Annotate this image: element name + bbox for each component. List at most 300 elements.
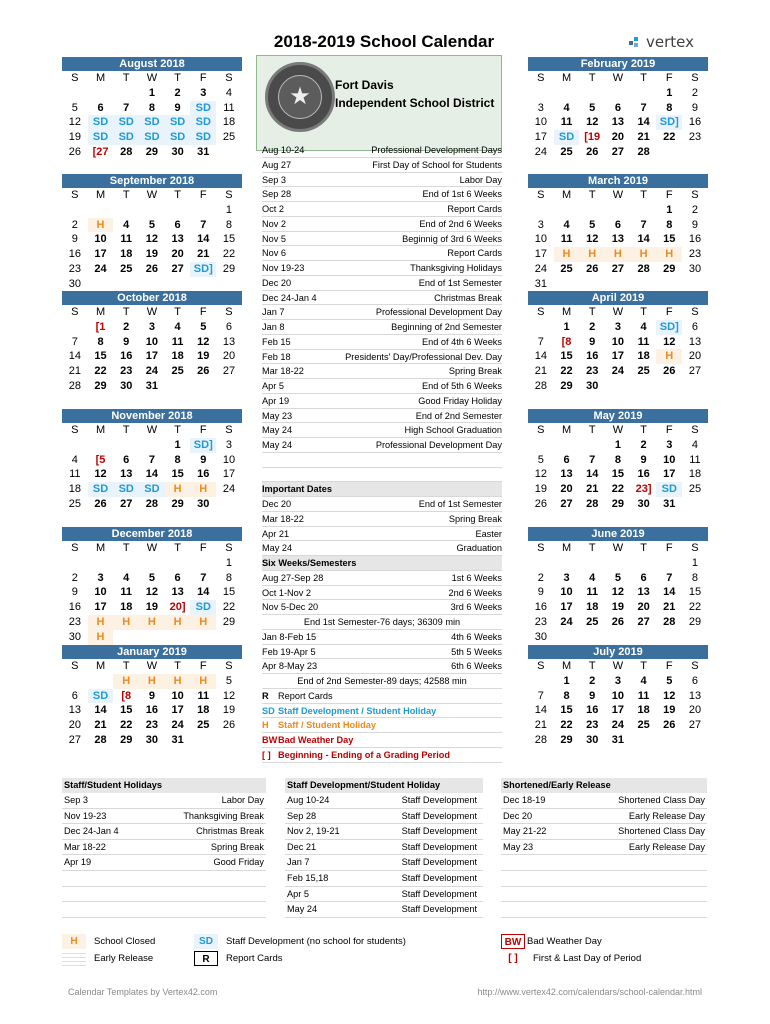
weekday-header: T bbox=[588, 424, 596, 436]
day-cell: 17 bbox=[663, 468, 676, 481]
day-cell: 9 bbox=[640, 453, 647, 466]
day-cell: 27 bbox=[688, 719, 702, 732]
month-block bbox=[62, 527, 242, 645]
key-early-text: Early Release bbox=[94, 953, 154, 965]
day-cell: 9 bbox=[589, 689, 596, 702]
weekday-header: M bbox=[561, 306, 572, 318]
day-cell: 2 bbox=[123, 320, 130, 333]
day-cell: 29 bbox=[222, 615, 236, 628]
day-cell: 20 bbox=[68, 719, 81, 732]
table-text: Shortened Class Day bbox=[618, 795, 705, 805]
table-row bbox=[285, 793, 483, 809]
day-cell: 11 bbox=[689, 453, 701, 466]
table-row bbox=[62, 809, 266, 825]
day-cell: 22 bbox=[222, 248, 236, 261]
event-text: Report Cards bbox=[447, 248, 502, 259]
day-cell: 16 bbox=[197, 468, 210, 481]
month-grid bbox=[62, 71, 242, 160]
day-cell: 3 bbox=[97, 571, 104, 584]
table-heading: Shortened/Early Release bbox=[501, 778, 707, 793]
day-cell: 23 bbox=[68, 262, 81, 275]
day-cell bbox=[139, 203, 165, 218]
table-row bbox=[501, 840, 707, 856]
day-cell: 29 bbox=[663, 262, 676, 275]
day-cell: 1 bbox=[174, 438, 181, 451]
day-cell: [1 bbox=[95, 320, 106, 333]
weekday-header: T bbox=[640, 660, 647, 672]
table-date: Dec 20 bbox=[503, 810, 533, 821]
day-cell: 23 bbox=[586, 365, 599, 378]
day-cell bbox=[165, 556, 191, 571]
event-row bbox=[262, 143, 502, 158]
day-cell: 1 bbox=[614, 438, 621, 451]
event-date: Feb 18 bbox=[262, 351, 291, 362]
day-cell: 14 bbox=[68, 350, 81, 363]
legend-row bbox=[262, 748, 502, 763]
weekday-header: T bbox=[122, 72, 130, 84]
weekday-header: S bbox=[225, 72, 233, 84]
day-cell: SD] bbox=[656, 115, 682, 130]
event-text: Graduation bbox=[456, 543, 502, 554]
footer-right[interactable]: http://www.vertex42.com/calendars/school-calendar.html bbox=[477, 987, 702, 997]
weekday-header: F bbox=[665, 424, 673, 436]
day-cell: 14 bbox=[534, 704, 547, 717]
table-row bbox=[285, 824, 483, 840]
day-cell: 30 bbox=[688, 262, 702, 275]
day-cell: 22 bbox=[560, 365, 573, 378]
key-r-text: Report Cards bbox=[226, 953, 283, 965]
day-cell: 5 bbox=[537, 453, 544, 466]
weekday-header: T bbox=[588, 72, 596, 84]
day-cell: 26 bbox=[94, 497, 107, 510]
footer-left: Calendar Templates by Vertex42.com bbox=[68, 987, 218, 997]
event-date: Dec 20 bbox=[262, 277, 292, 288]
table-row bbox=[62, 855, 266, 871]
day-cell: 18 bbox=[222, 116, 236, 129]
day-cell: 10 bbox=[534, 116, 547, 129]
day-cell: 16 bbox=[145, 704, 159, 717]
weekday-header: M bbox=[561, 542, 572, 554]
day-cell: 13 bbox=[171, 586, 184, 599]
day-cell: SD bbox=[88, 130, 114, 145]
day-cell: 9 bbox=[589, 335, 596, 348]
day-cell: 10 bbox=[611, 689, 625, 702]
month-header: July 2019 bbox=[528, 645, 708, 659]
day-cell bbox=[554, 277, 580, 292]
day-cell: 6 bbox=[691, 320, 699, 333]
weekday-header: T bbox=[174, 542, 181, 554]
blank-row bbox=[262, 468, 502, 483]
day-cell bbox=[605, 277, 631, 292]
weekday-header: W bbox=[612, 306, 624, 318]
day-cell: [27 bbox=[92, 145, 109, 158]
day-cell bbox=[139, 630, 165, 645]
month-grid bbox=[62, 305, 242, 394]
day-cell: 6 bbox=[174, 571, 181, 584]
day-cell: 25 bbox=[222, 131, 236, 144]
table-date: May 23 bbox=[503, 841, 534, 852]
day-cell: 26 bbox=[663, 365, 676, 378]
event-text: 1st 6 Weeks bbox=[451, 572, 502, 583]
day-cell bbox=[579, 630, 605, 645]
day-cell: 1 bbox=[225, 556, 233, 569]
month-header: April 2019 bbox=[528, 291, 708, 305]
day-cell: 29 bbox=[145, 145, 159, 158]
important-dates-heading-text: Important Dates bbox=[262, 484, 332, 495]
day-cell: 20 bbox=[560, 483, 573, 496]
key-grading-period bbox=[501, 951, 641, 967]
day-cell bbox=[631, 86, 657, 101]
weekday-header: S bbox=[691, 660, 699, 672]
day-cell: 16 bbox=[688, 233, 702, 246]
day-cell: 5 bbox=[614, 571, 621, 584]
day-cell bbox=[579, 203, 605, 218]
month-grid bbox=[528, 71, 708, 160]
day-cell: 9 bbox=[691, 218, 699, 231]
day-cell: 9 bbox=[537, 586, 544, 599]
day-cell: 4 bbox=[71, 453, 78, 466]
month-grid bbox=[62, 423, 242, 512]
event-row bbox=[262, 630, 502, 645]
day-cell bbox=[139, 277, 165, 292]
day-cell: 10 bbox=[145, 335, 159, 348]
weekday-header: T bbox=[122, 542, 130, 554]
day-cell: 4 bbox=[174, 320, 181, 333]
weekday-header: W bbox=[146, 306, 158, 318]
event-date: Aug 27 bbox=[262, 159, 292, 170]
event-date: Oct 2 bbox=[262, 204, 284, 214]
day-cell: 16 bbox=[586, 704, 599, 717]
weekday-header: W bbox=[146, 189, 158, 201]
day-cell: 2 bbox=[71, 218, 78, 231]
weekday-header: S bbox=[691, 424, 699, 436]
legend-text: Beginning - Ending of a Grading Period bbox=[278, 749, 451, 760]
day-cell: SD bbox=[656, 482, 682, 497]
day-cell: 10 bbox=[611, 335, 625, 348]
day-cell: 5 bbox=[589, 101, 596, 114]
weekday-header: S bbox=[537, 542, 545, 554]
event-date: Nov 6 bbox=[262, 248, 287, 259]
day-cell: 8 bbox=[666, 218, 673, 231]
day-cell bbox=[165, 379, 191, 394]
day-cell: 8 bbox=[614, 453, 621, 466]
day-cell: 25 bbox=[586, 615, 599, 628]
weekday-header: T bbox=[640, 306, 647, 318]
day-cell: 13 bbox=[171, 233, 184, 246]
day-cell: SD bbox=[190, 101, 216, 116]
staff-holidays-table bbox=[62, 778, 266, 918]
day-cell: 10 bbox=[663, 453, 676, 466]
day-cell: 26 bbox=[222, 719, 236, 732]
table-text: Staff Development bbox=[401, 826, 477, 837]
day-cell: 6 bbox=[174, 218, 181, 231]
day-cell: 28 bbox=[663, 615, 676, 628]
day-cell: SD bbox=[190, 115, 216, 130]
day-cell: 12 bbox=[663, 335, 676, 348]
day-cell: 12 bbox=[534, 468, 547, 481]
day-cell: 29 bbox=[222, 262, 236, 275]
month-block bbox=[528, 57, 708, 160]
day-cell: 31 bbox=[611, 733, 625, 746]
day-cell: 14 bbox=[197, 233, 210, 246]
day-cell: SD] bbox=[656, 320, 682, 335]
event-date: Aug 27-Sep 28 bbox=[262, 572, 324, 583]
month-grid bbox=[62, 659, 242, 748]
day-cell: 2 bbox=[589, 320, 596, 333]
table-row bbox=[285, 840, 483, 856]
day-cell: 6 bbox=[691, 674, 699, 687]
table-text: Staff Development bbox=[401, 904, 477, 915]
day-cell: 11 bbox=[171, 335, 184, 348]
event-date: Oct 1-Nov 2 bbox=[262, 587, 312, 598]
day-cell bbox=[62, 438, 88, 453]
legend-row bbox=[262, 689, 502, 704]
weekday-header: T bbox=[640, 189, 647, 201]
day-cell: 2 bbox=[640, 438, 647, 451]
event-row bbox=[262, 600, 502, 615]
table-row bbox=[285, 871, 483, 887]
day-cell: 6 bbox=[614, 218, 621, 231]
day-cell: 12 bbox=[68, 116, 81, 129]
weekday-header: W bbox=[146, 660, 158, 672]
day-cell: 22 bbox=[688, 601, 702, 614]
day-cell bbox=[528, 203, 554, 218]
day-cell bbox=[682, 630, 708, 645]
day-cell: H bbox=[190, 615, 216, 630]
day-cell: 7 bbox=[71, 335, 78, 348]
day-cell: 27 bbox=[120, 497, 133, 510]
legend-code: BW bbox=[262, 735, 278, 745]
day-cell: 14 bbox=[637, 233, 650, 246]
day-cell: 6 bbox=[614, 101, 621, 114]
event-row bbox=[262, 409, 502, 424]
weekday-header: F bbox=[665, 542, 673, 554]
day-cell: 22 bbox=[222, 601, 236, 614]
day-cell: 3 bbox=[614, 674, 621, 687]
day-cell: 4 bbox=[640, 320, 647, 333]
day-cell: 18 bbox=[197, 704, 210, 717]
day-cell bbox=[62, 86, 88, 101]
day-cell bbox=[631, 277, 657, 292]
day-cell: SD bbox=[554, 130, 580, 145]
table-text: Staff Development bbox=[401, 872, 477, 883]
district-seal bbox=[265, 62, 335, 132]
weekday-header: S bbox=[71, 72, 79, 84]
day-cell bbox=[528, 556, 554, 571]
day-cell: 7 bbox=[200, 218, 207, 231]
day-cell: SD bbox=[139, 482, 165, 497]
day-cell: 11 bbox=[120, 233, 133, 246]
day-cell bbox=[631, 733, 657, 748]
vertex-logo bbox=[628, 33, 708, 53]
day-cell: 12 bbox=[197, 335, 210, 348]
day-cell: 24 bbox=[611, 365, 625, 378]
day-cell: 23 bbox=[68, 615, 81, 628]
weekday-header: M bbox=[95, 542, 106, 554]
month-block bbox=[62, 174, 242, 292]
day-cell: 4 bbox=[691, 438, 699, 451]
day-cell bbox=[656, 630, 682, 645]
month-header: January 2019 bbox=[62, 645, 242, 659]
day-cell bbox=[682, 733, 708, 748]
event-text: Spring Break bbox=[448, 513, 502, 524]
event-date: May 23 bbox=[262, 410, 293, 421]
weekday-header: S bbox=[225, 660, 233, 672]
day-cell: 17 bbox=[94, 601, 107, 614]
day-cell: 4 bbox=[123, 571, 130, 584]
day-cell: 8 bbox=[148, 101, 155, 114]
day-cell: 11 bbox=[560, 116, 573, 129]
day-cell: H bbox=[165, 674, 191, 689]
day-cell: 15 bbox=[94, 350, 107, 363]
day-cell: 24 bbox=[145, 365, 159, 378]
month-header: December 2018 bbox=[62, 527, 242, 541]
day-cell bbox=[216, 630, 242, 645]
weekday-header: T bbox=[122, 424, 130, 436]
month-header: February 2019 bbox=[528, 57, 708, 71]
day-cell: 30 bbox=[534, 630, 547, 643]
weekday-header: S bbox=[225, 542, 233, 554]
day-cell bbox=[88, 674, 114, 689]
day-cell: 19 bbox=[611, 601, 625, 614]
day-cell: 16 bbox=[534, 601, 547, 614]
table-row bbox=[285, 809, 483, 825]
day-cell bbox=[682, 379, 708, 394]
day-cell: 8 bbox=[666, 101, 673, 114]
weekday-header: S bbox=[537, 660, 545, 672]
weekday-header: T bbox=[588, 660, 596, 672]
weekday-header: S bbox=[537, 72, 545, 84]
table-date: Dec 21 bbox=[287, 841, 317, 852]
day-cell: 10 bbox=[94, 233, 107, 246]
day-cell: 6 bbox=[225, 320, 233, 333]
day-cell: 15 bbox=[560, 704, 573, 717]
day-cell: SD bbox=[113, 482, 139, 497]
day-cell bbox=[554, 630, 580, 645]
day-cell: 3 bbox=[537, 218, 544, 231]
event-row bbox=[262, 305, 502, 320]
day-cell bbox=[528, 674, 554, 689]
weekday-header: S bbox=[691, 189, 699, 201]
key-staff-development bbox=[194, 934, 406, 950]
day-cell bbox=[62, 674, 88, 689]
weekday-header: T bbox=[640, 542, 647, 554]
month-grid bbox=[528, 659, 708, 748]
event-row bbox=[262, 541, 502, 556]
day-cell bbox=[605, 86, 631, 101]
day-cell: 7 bbox=[200, 571, 207, 584]
weekday-header: W bbox=[612, 542, 624, 554]
weekday-header: S bbox=[691, 542, 699, 554]
day-cell: 17 bbox=[94, 248, 107, 261]
event-text: End of 5th 6 Weeks bbox=[421, 381, 502, 391]
day-cell bbox=[605, 630, 631, 645]
day-cell: 21 bbox=[663, 601, 676, 614]
day-cell: 5 bbox=[589, 218, 596, 231]
event-row bbox=[262, 645, 502, 660]
key-bw-box: BW bbox=[501, 934, 525, 949]
event-text: 5th 5 Weeks bbox=[451, 646, 502, 657]
day-cell: 7 bbox=[123, 101, 130, 114]
event-row bbox=[262, 364, 502, 379]
event-date: May 24 bbox=[262, 543, 293, 554]
day-cell: 29 bbox=[120, 733, 133, 746]
weekday-header: M bbox=[95, 424, 106, 436]
event-date: Aug 10-24 bbox=[262, 145, 305, 155]
event-date: Dec 24-Jan 4 bbox=[262, 292, 317, 303]
day-cell bbox=[216, 145, 242, 160]
table-date: Apr 19 bbox=[64, 857, 92, 868]
day-cell: 5 bbox=[71, 101, 78, 114]
day-cell: 1 bbox=[666, 203, 673, 216]
day-cell: 5 bbox=[148, 218, 155, 231]
key-legend bbox=[62, 932, 712, 968]
day-cell: 1 bbox=[563, 674, 570, 687]
weekday-header: F bbox=[665, 306, 673, 318]
event-date: Nov 2 bbox=[262, 218, 287, 229]
legend-text: Bad Weather Day bbox=[278, 735, 354, 745]
day-cell bbox=[88, 438, 114, 453]
day-cell: SD bbox=[139, 115, 165, 130]
weekday-header: M bbox=[561, 660, 572, 672]
day-cell: H bbox=[88, 615, 114, 630]
month-block bbox=[528, 174, 708, 292]
weekday-header: S bbox=[71, 660, 79, 672]
day-cell: 2 bbox=[174, 86, 181, 99]
event-row bbox=[262, 261, 502, 276]
day-cell: [5 bbox=[95, 453, 106, 466]
table-text: Spring Break bbox=[210, 841, 264, 852]
weekday-header: T bbox=[174, 306, 181, 318]
table-text: Staff Development bbox=[401, 795, 477, 805]
day-cell: 1 bbox=[148, 86, 155, 99]
weekday-header: F bbox=[665, 72, 673, 84]
day-cell: 17 bbox=[145, 350, 159, 363]
day-cell: H bbox=[631, 247, 657, 262]
table-date: Apr 5 bbox=[287, 888, 309, 899]
day-cell: 31 bbox=[145, 379, 159, 392]
day-cell: 21 bbox=[94, 719, 107, 732]
day-cell: 25 bbox=[120, 262, 133, 275]
day-cell: 14 bbox=[145, 468, 159, 481]
day-cell: 12 bbox=[586, 233, 599, 246]
day-cell: 29 bbox=[611, 497, 625, 510]
day-cell bbox=[579, 277, 605, 292]
day-cell: 23 bbox=[145, 719, 159, 732]
weekday-header: S bbox=[225, 424, 233, 436]
day-cell: 17 bbox=[171, 704, 184, 717]
day-cell bbox=[656, 145, 682, 160]
day-cell bbox=[554, 438, 580, 453]
day-cell: 13 bbox=[637, 586, 650, 599]
day-cell bbox=[656, 556, 682, 571]
day-cell: 31 bbox=[663, 497, 676, 510]
day-cell: 19 bbox=[145, 248, 159, 261]
semester-note bbox=[262, 615, 502, 630]
day-cell bbox=[682, 277, 708, 292]
key-sd-box: SD bbox=[194, 934, 218, 949]
day-cell: SD] bbox=[190, 262, 216, 277]
day-cell bbox=[165, 630, 191, 645]
month-block bbox=[62, 57, 242, 160]
day-cell: 13 bbox=[611, 233, 625, 246]
day-cell: 23 bbox=[688, 248, 702, 261]
day-cell bbox=[88, 556, 114, 571]
weekday-header: T bbox=[122, 189, 130, 201]
day-cell: 26 bbox=[663, 719, 676, 732]
day-cell: 21 bbox=[68, 365, 81, 378]
day-cell: 16 bbox=[586, 350, 599, 363]
